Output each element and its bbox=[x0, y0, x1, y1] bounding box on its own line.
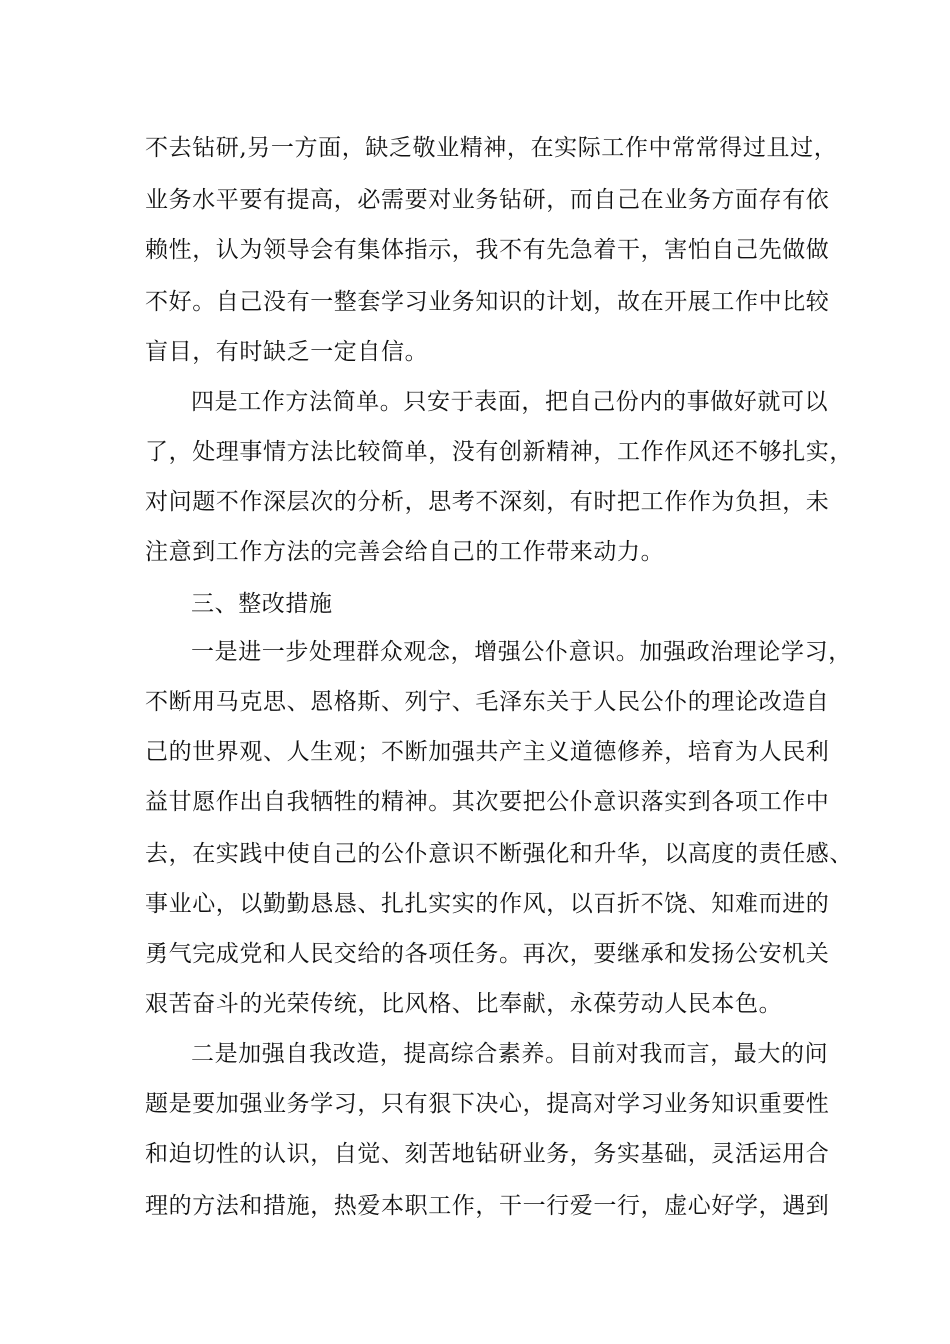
text-line: 去，在实践中使自己的公仆意识不断强化和升华，以高度的责任感、 bbox=[145, 841, 853, 867]
text-line: 勇气完成党和人民交给的各项任务。再次，要继承和发扬公安机关 bbox=[145, 941, 830, 967]
text-line: 和迫切性的认识，自觉、刻苦地钻研业务，务实基础，灵活运用合 bbox=[145, 1141, 830, 1167]
paragraph-first-line: 一是进一步处理群众观念，增强公仆意识。加强政治理论学习， bbox=[191, 639, 852, 665]
text-line: 艰苦奋斗的光荣传统，比风格、比奉献，永葆劳动人民本色。 bbox=[145, 991, 783, 1017]
text-line: 注意到工作方法的完善会给自己的工作带来动力。 bbox=[145, 539, 665, 565]
text-line: 对问题不作深层次的分析，思考不深刻，有时把工作作为负担，未 bbox=[145, 489, 830, 515]
text-line: 事业心，以勤勤恳恳、扎扎实实的作风，以百折不饶、知难而进的 bbox=[145, 891, 830, 917]
paragraph-first-line: 二是加强自我改造，提高综合素养。目前对我而言，最大的问 bbox=[191, 1041, 829, 1067]
text-line: 题是要加强业务学习，只有狠下决心，提高对学习业务知识重要性 bbox=[145, 1091, 830, 1117]
text-line: 盲目，有时缺乏一定自信。 bbox=[145, 339, 429, 365]
text-line: 了，处理事情方法比较简单，没有创新精神，工作作风还不够扎实， bbox=[145, 439, 853, 465]
text-line: 不断用马克思、恩格斯、列宁、毛泽东关于人民公仆的理论改造自 bbox=[145, 689, 830, 715]
text-line: 业务水平要有提高，必需要对业务钻研，而自己在业务方面存有依 bbox=[145, 187, 830, 213]
paragraph-first-line: 四是工作方法简单。只安于表面，把自己份内的事做好就可以 bbox=[191, 389, 829, 415]
section-heading: 三、整改措施 bbox=[191, 591, 333, 617]
text-line: 益甘愿作出自我牺牲的精神。其次要把公仆意识落实到各项工作中 bbox=[145, 789, 830, 815]
text-line: 不好。自己没有一整套学习业务知识的计划，故在开展工作中比较 bbox=[145, 289, 830, 315]
text-line: 理的方法和措施，热爱本职工作，干一行爱一行，虚心好学，遇到 bbox=[145, 1193, 830, 1219]
text-line: 赖性，认为领导会有集体指示，我不有先急着干，害怕自己先做做 bbox=[145, 237, 830, 263]
text-line: 己的世界观、人生观；不断加强共产主义道德修养，培育为人民利 bbox=[145, 739, 830, 765]
text-line: 不去钻研,另一方面，缺乏敬业精神，在实际工作中常常得过且过， bbox=[145, 135, 838, 161]
